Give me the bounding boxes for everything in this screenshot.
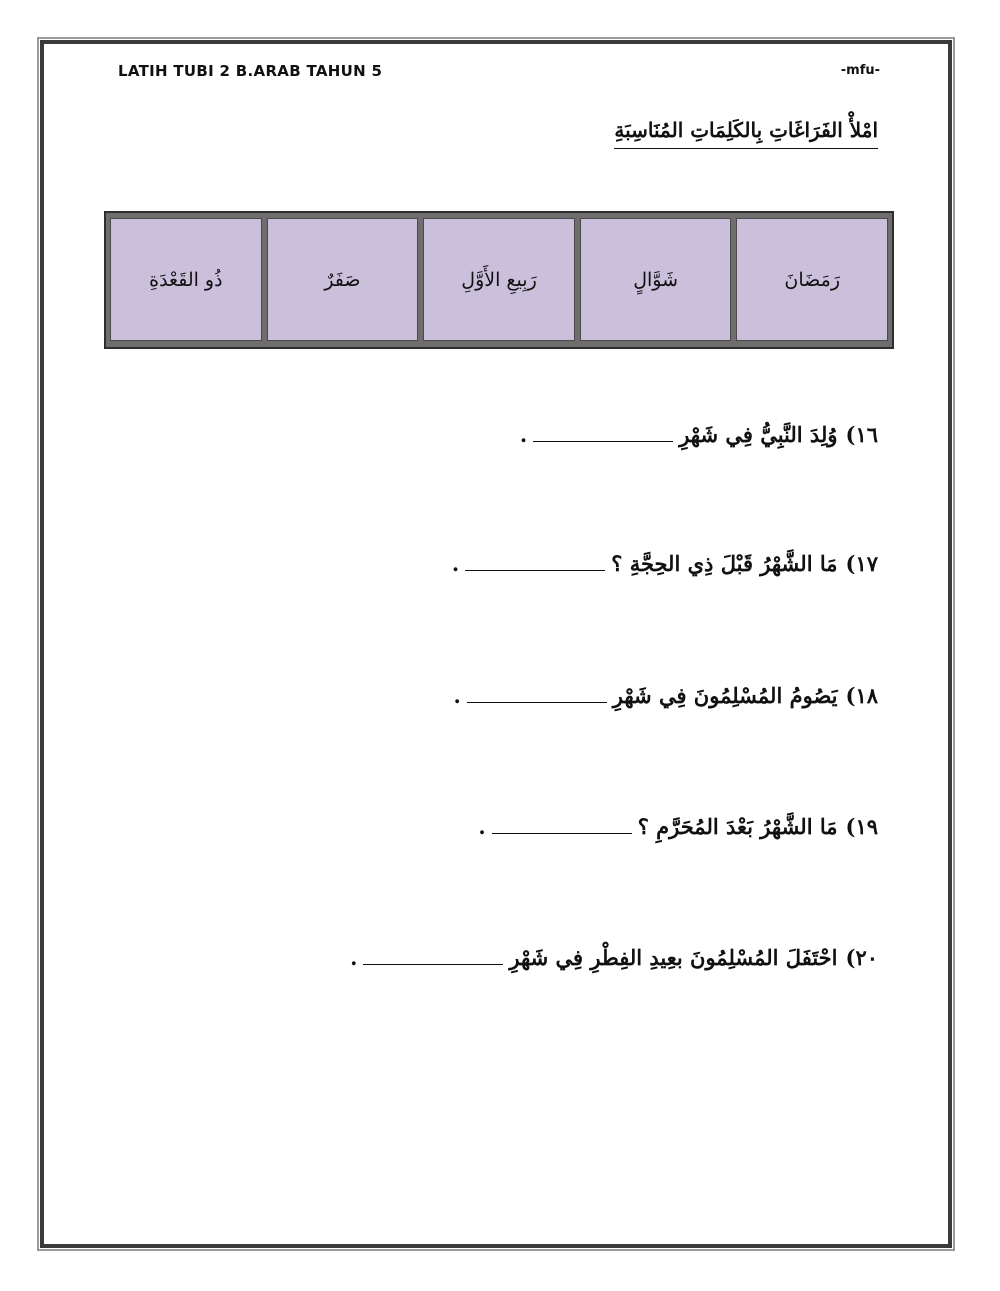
question-16 bbox=[520, 422, 878, 447]
question-number: ١٨) bbox=[845, 683, 878, 708]
answer-blank[interactable] bbox=[533, 440, 673, 442]
question-text: مَا الشَّهْرُ بَعْدَ المُحَرَّمِ ؟ bbox=[637, 814, 838, 839]
answer-blank[interactable] bbox=[467, 701, 607, 703]
author-tag: -mfu- bbox=[840, 63, 880, 78]
question-end: . bbox=[478, 814, 486, 839]
answer-blank[interactable] bbox=[465, 569, 605, 571]
word-bank-item[interactable]: ذُو القَعْدَةِ bbox=[110, 218, 262, 341]
word-bank-item[interactable]: رَمَضَانَ bbox=[736, 218, 888, 341]
question-end: . bbox=[453, 683, 461, 708]
word-bank-item[interactable]: شَوَّالٍ bbox=[580, 218, 732, 341]
question-text: وُلِدَ النَّبِيُّ فِي شَهْرِ bbox=[679, 422, 838, 447]
question-text: احْتَفَلَ المُسْلِمُونَ بعِيدِ الفِطْرِ فِي شَهْرِ bbox=[509, 945, 838, 970]
question-number: ١٦) bbox=[845, 422, 878, 447]
question-text: يَصُومُ المُسْلِمُونَ فِي شَهْرِ bbox=[612, 683, 838, 708]
question-end: . bbox=[519, 422, 528, 447]
question-number: ٢٠) bbox=[845, 945, 878, 970]
question-end: . bbox=[350, 945, 358, 970]
answer-blank[interactable] bbox=[363, 963, 503, 965]
question-number: ١٩) bbox=[845, 814, 878, 839]
word-bank-item[interactable]: صَفَرٌ bbox=[267, 218, 419, 341]
question-number: ١٧) bbox=[845, 551, 878, 576]
word-bank bbox=[104, 211, 894, 349]
word-bank-item[interactable]: رَبِيعِ الأَوَّلِ bbox=[423, 218, 575, 341]
question-18 bbox=[453, 683, 878, 708]
answer-blank[interactable] bbox=[492, 832, 632, 834]
question-19 bbox=[478, 814, 878, 839]
question-17 bbox=[452, 551, 878, 576]
instruction-heading: امْلأْ الفَرَاغَاتِ بِالكَلِمَاتِ المُنَاسِبَةِ bbox=[614, 118, 878, 149]
question-text: مَا الشَّهْرُ قَبْلَ ذِي الحِجَّةِ ؟ bbox=[611, 551, 838, 576]
worksheet-title: LATIH TUBI 2 B.ARAB TAHUN 5 bbox=[118, 62, 383, 80]
question-end: . bbox=[451, 551, 460, 576]
question-20 bbox=[350, 945, 878, 970]
